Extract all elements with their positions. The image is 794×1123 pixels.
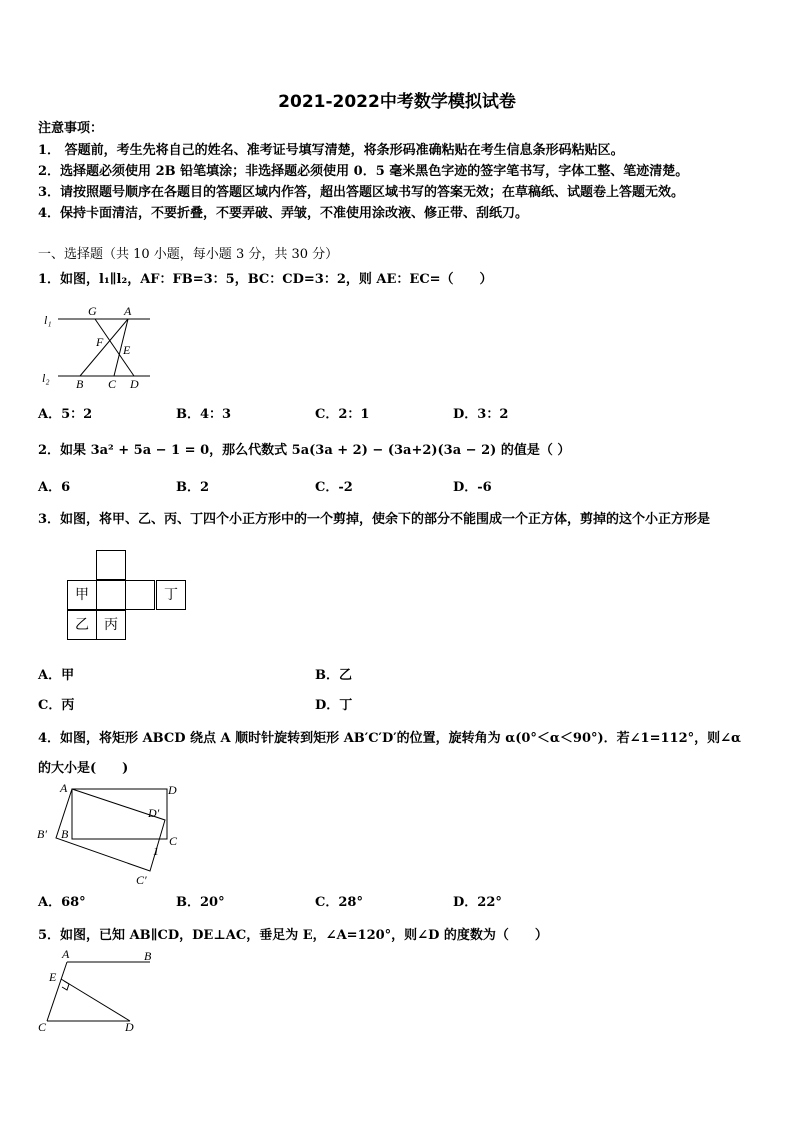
label-b: B bbox=[61, 827, 69, 841]
label-angle-1: 1 bbox=[153, 844, 159, 858]
net-cell-blank bbox=[125, 580, 155, 610]
page-title: 2021-2022中考数学模拟试卷 bbox=[278, 92, 516, 112]
q4-option-a: A．68° bbox=[38, 895, 86, 910]
q2-option-d: D．-6 bbox=[453, 480, 492, 495]
q3-stem: 3．如图，将甲、乙、丙、丁四个小正方形中的一个剪掉，使余下的部分不能围成一个正方体，剪掉的这个小正方形是 bbox=[38, 512, 711, 527]
q2-option-c: C．-2 bbox=[315, 480, 353, 495]
label-a: A bbox=[60, 781, 68, 795]
label-l2: l₂ bbox=[42, 371, 50, 385]
net-cell-top bbox=[96, 550, 126, 580]
label-b-prime: B′ bbox=[37, 827, 47, 841]
net-cell-jia: 甲 bbox=[67, 580, 97, 610]
label-a: A bbox=[62, 947, 70, 961]
label-c: C bbox=[38, 1020, 47, 1034]
label-d: D bbox=[125, 1020, 134, 1034]
label-d-prime: D′ bbox=[148, 806, 160, 820]
net-cell-ding: 丁 bbox=[156, 580, 186, 610]
label-d: D bbox=[168, 783, 177, 797]
q5-figure bbox=[34, 945, 164, 1035]
net-cell-yi: 乙 bbox=[67, 610, 97, 640]
q1-option-b: B．4：3 bbox=[176, 407, 232, 422]
label-e: E bbox=[49, 970, 57, 984]
label-l1: l₁ bbox=[44, 313, 52, 327]
q1-stem: 1．如图，l₁∥l₂，AF：FB=3：5，BC：CD=3：2，则 AE：EC=（ ） bbox=[38, 272, 493, 287]
label-d: D bbox=[130, 377, 139, 391]
q4-option-c: C．28° bbox=[315, 895, 363, 910]
q4-stem-line1: 4．如图，将矩形 ABCD 绕点 A 顺时针旋转到矩形 AB′C′D′的位置，旋转角为 α(0°＜α＜90°)．若∠1=112°，则∠α bbox=[38, 731, 742, 746]
label-f: F bbox=[96, 335, 104, 349]
label-a: A bbox=[124, 304, 132, 318]
q2-stem: 2．如果 3a² + 5a − 1 = 0，那么代数式 5a(3a + 2) − (3a+2)(3a − 2) 的值是（ ） bbox=[38, 443, 571, 458]
q2-option-a: A．6 bbox=[38, 480, 71, 495]
segment-ed bbox=[61, 979, 130, 1021]
q1-option-c: C．2：1 bbox=[315, 407, 370, 422]
q1-option-a: A．5：2 bbox=[38, 407, 93, 422]
q3-option-b: B．乙 bbox=[315, 668, 352, 683]
label-c-prime: C′ bbox=[136, 873, 147, 887]
q1-option-d: D．3：2 bbox=[453, 407, 509, 422]
q3-option-c: C．丙 bbox=[38, 698, 75, 713]
q4-option-d: D．22° bbox=[453, 895, 502, 910]
right-angle-mark bbox=[62, 981, 69, 990]
q4-figure bbox=[32, 780, 182, 890]
net-cell-center bbox=[96, 580, 126, 610]
label-c: C bbox=[108, 377, 117, 391]
q4-stem-line2: 的大小是( ) bbox=[38, 761, 129, 776]
section-heading: 一、选择题（共 10 小题，每小题 3 分，共 30 分） bbox=[38, 247, 339, 262]
label-e: E bbox=[123, 343, 131, 357]
q2-option-b: B．2 bbox=[176, 480, 210, 495]
label-b: B bbox=[144, 949, 152, 963]
notice-heading: 注意事项： bbox=[38, 121, 104, 136]
label-b: B bbox=[76, 377, 84, 391]
q3-option-a: A．甲 bbox=[38, 668, 75, 683]
q5-stem: 5．如图，已知 AB∥CD，DE⊥AC，垂足为 E，∠A=120°，则∠D 的度数为（ ） bbox=[38, 928, 548, 943]
notice-item-3: 3．请按照题号顺序在各题目的答题区域内作答，超出答题区域书写的答案无效；在草稿纸、试题卷上答题无效。 bbox=[38, 185, 685, 200]
label-c: C bbox=[169, 834, 178, 848]
label-g: G bbox=[88, 304, 97, 318]
q1-figure bbox=[40, 300, 155, 392]
notice-item-4: 4．保持卡面清洁，不要折叠，不要弄破、弄皱，不准使用涂改液、修正带、刮纸刀。 bbox=[38, 206, 529, 221]
q4-option-b: B．20° bbox=[176, 895, 225, 910]
net-cell-bing: 丙 bbox=[96, 610, 126, 640]
q3-option-d: D．丁 bbox=[315, 698, 353, 713]
notice-item-2: 2．选择题必须使用 2B 铅笔填涂；非选择题必须使用 0．5 毫米黑色字迹的签字笔书写，字体工整、笔迹清楚。 bbox=[38, 164, 689, 179]
notice-item-1: 1． 答题前，考生先将自己的姓名、准考证号填写清楚，将条形码准确粘贴在考生信息条形码粘贴区。 bbox=[38, 143, 624, 158]
